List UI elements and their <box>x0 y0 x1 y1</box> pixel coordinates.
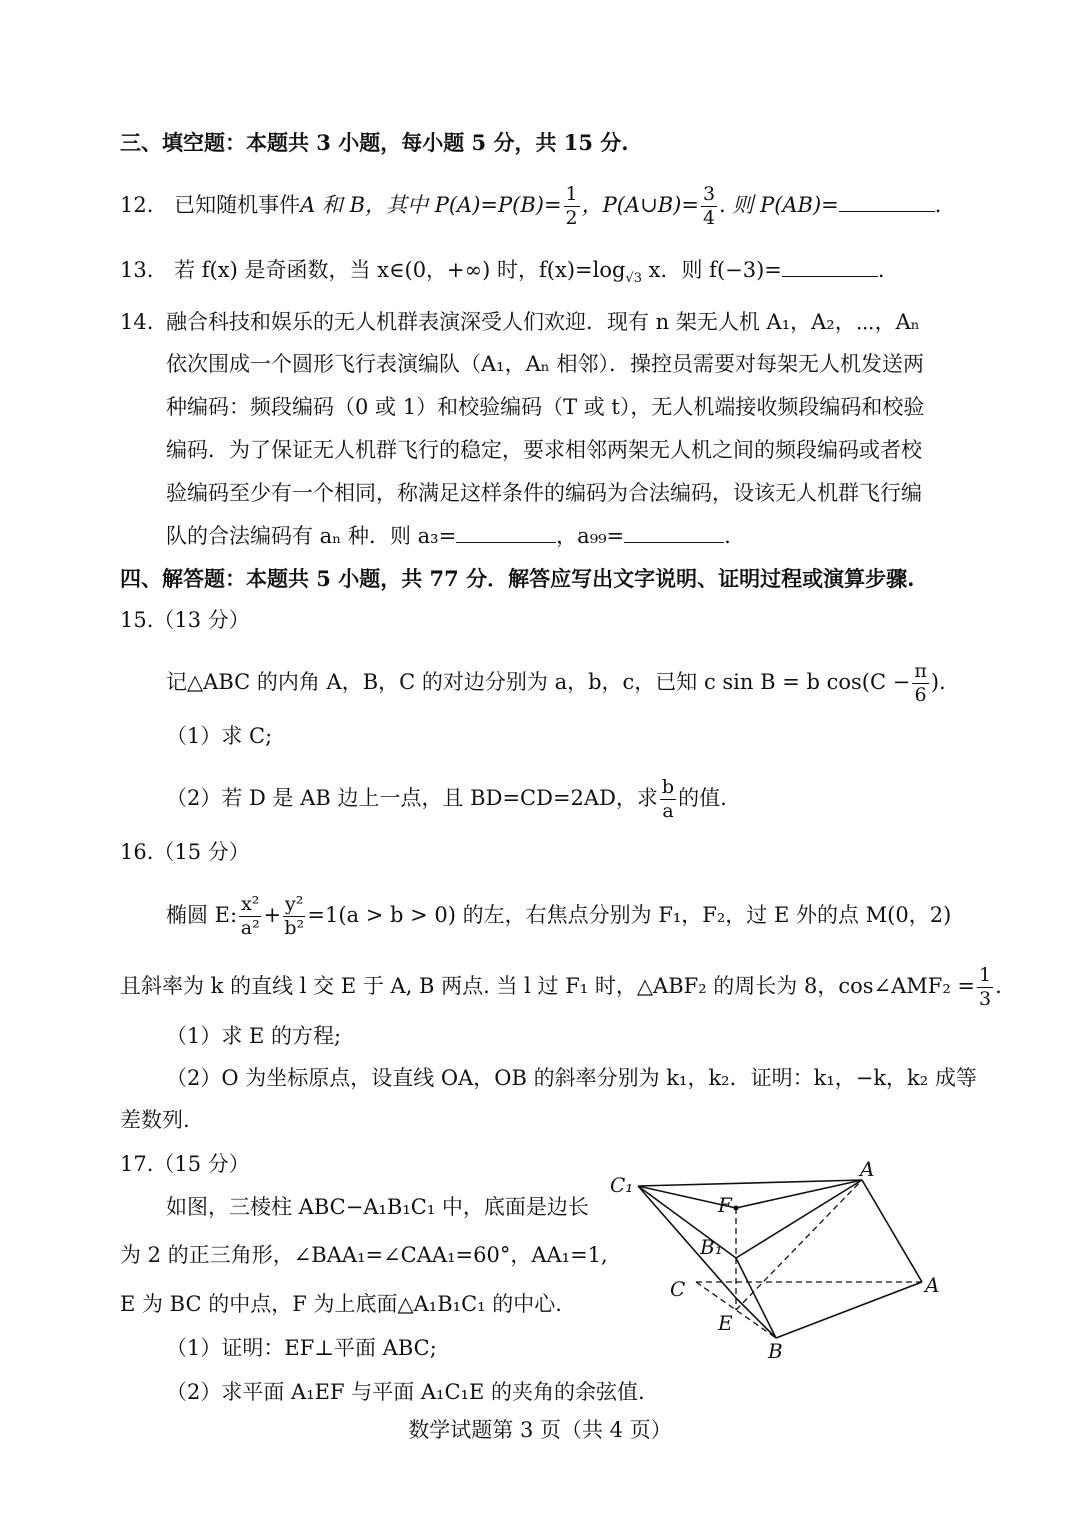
q16-plus: + <box>263 903 282 927</box>
q16-x-fraction: $\frac{\text{x²}}{\text{a²}}$ <box>240 893 260 939</box>
q16-stem <box>166 895 951 938</box>
question-12 <box>120 185 941 228</box>
q16-part-2-cont: 差数列. <box>120 1108 190 1132</box>
section3-heading: 三、填空题：本题共 3 小题，每小题 5 分，共 15 分. <box>120 130 629 155</box>
q17-part-2: （2）求平面 A₁EF 与平面 A₁C₁E 的夹角的余弦值. <box>166 1380 645 1404</box>
q13-number: 13. <box>120 258 154 282</box>
q15-stem-a: 记△ABC 的内角 A，B，C 的对边分别为 a，b，c，已知 c sin B = b cos(C − <box>166 670 911 694</box>
q15-part-1: （1）求 C; <box>166 724 273 748</box>
q17-part-1: （1）证明：EF⊥平面 ABC; <box>166 1336 437 1360</box>
q14-end: . <box>724 524 731 548</box>
page-footer: 数学试题第 3 页（共 4 页） <box>408 1418 672 1442</box>
q14-number: 14. <box>120 310 154 334</box>
q12-text-b: A 和 B，其中 P(A)=P(B)= <box>300 193 562 217</box>
q17-line-2: 为 2 的正三角形，∠BAA₁=∠CAA₁=60°，AA₁=1, <box>120 1243 608 1267</box>
q13-answer-blank[interactable] <box>782 258 878 277</box>
q13-text: 若 f(x) 是奇函数，当 x∈(0，+∞) 时，f(x)=log <box>174 258 626 282</box>
q15-header: 15.（13 分） <box>120 608 250 632</box>
q16-line-2 <box>120 966 1002 1009</box>
q16-stem-a: 椭圆 E: <box>166 903 238 927</box>
question-13 <box>120 258 885 287</box>
q14-blank-a3[interactable] <box>456 524 556 543</box>
q16-line2-a: 且斜率为 k 的直线 l 交 E 于 A, B 两点. 当 l 过 F₁ 时，△ABF₂ 的周长为 8，cos∠AMF₂ = <box>120 974 976 998</box>
prism-edges <box>638 1180 922 1338</box>
q12-fraction-2: $\frac{3}{4}$ <box>702 183 716 229</box>
label-c: C <box>670 1277 686 1301</box>
q16-line2-end: . <box>995 974 1002 998</box>
q15-stem <box>166 662 946 705</box>
q16-part-2: （2）O 为坐标原点，设直线 OA，OB 的斜率分别为 k₁，k₂．证明：k₁，−k，k₂ 成等 <box>166 1066 977 1090</box>
q12-number: 12. <box>120 193 154 217</box>
q14-last-b: ，a₉₉= <box>556 524 625 548</box>
q12-text-d: . 则 P(AB)= <box>719 193 839 217</box>
q15-stem-b: ). <box>930 670 946 694</box>
q12-end: . <box>934 193 942 217</box>
section4-heading: 四、解答题：本题共 5 小题，共 77 分．解答应写出文字说明、证明过程或演算步骤. <box>120 566 915 591</box>
q15-part-2 <box>166 778 727 821</box>
prism-figure <box>600 1150 960 1370</box>
q13-log-base: √3 <box>625 271 642 287</box>
q14-blank-a99[interactable] <box>624 524 724 543</box>
q14-line-3: 种编码：频段编码（0 或 1）和校验编码（T 或 t），无人机端接收频段编码和校验 <box>166 395 925 419</box>
q16-part-1: （1）求 E 的方程; <box>166 1024 342 1048</box>
label-a: A <box>925 1273 940 1297</box>
label-e: E <box>718 1311 733 1335</box>
point-f-dot <box>734 1206 739 1211</box>
label-b: B <box>768 1339 783 1363</box>
q12-text-a: 已知随机事件 <box>174 193 301 217</box>
q14-line-5: 验编码至少有一个相同，称满足这样条件的编码为合法编码，设该无人机群飞行编 <box>166 481 922 505</box>
q15-part2-b: 的值. <box>678 786 727 810</box>
q16-y-fraction: $\frac{\text{y²}}{\text{b²}}$ <box>284 893 305 939</box>
q16-stem-b: =1(a > b > 0) 的左，右焦点分别为 F₁，F₂，过 E 外的点 M(0，2) <box>307 903 952 927</box>
label-c1: C₁ <box>610 1173 634 1197</box>
q17-header: 17.（15 分） <box>120 1152 250 1176</box>
label-b1: B₁ <box>700 1235 723 1259</box>
q14-line-1: 融合科技和娱乐的无人机群表演深受人们欢迎．现有 n 架无人机 A₁，A₂，⋯，Aₙ <box>166 310 920 334</box>
q12-answer-blank[interactable] <box>839 193 935 212</box>
q14-line-4: 编码．为了保证无人机群飞行的稳定，要求相邻两架无人机之间的频段编码或者校 <box>166 438 922 462</box>
q16-cos-fraction: $\frac{1}{3}$ <box>979 964 992 1010</box>
q15-pi-fraction: $\frac{\pi}{6}$ <box>914 660 927 706</box>
q15-part2-a: （2）若 D 是 AB 边上一点，且 BD=CD=2AD，求 <box>166 786 658 810</box>
label-f: F <box>718 1193 732 1217</box>
label-a1: A <box>860 1157 875 1181</box>
q17-line-3: E 为 BC 的中点，F 为上底面△A₁B₁C₁ 的中心. <box>120 1292 562 1316</box>
q14-line-2: 依次围成一个圆形飞行表演编队（A₁，Aₙ 相邻）．操控员需要对每架无人机发送两 <box>166 352 925 376</box>
q17-line-1: 如图，三棱柱 ABC−A₁B₁C₁ 中，底面是边长 <box>166 1195 589 1219</box>
q13-text-b: x．则 f(−3)= <box>641 258 782 282</box>
q15-ba-fraction: $\frac{b}{a}$ <box>661 776 675 822</box>
q14-last-a: 队的合法编码有 aₙ 种．则 a₃= <box>166 524 457 548</box>
q14-line-6 <box>166 524 731 549</box>
q13-end: . <box>877 258 885 282</box>
q16-header: 16.（15 分） <box>120 840 250 864</box>
q12-fraction-1: $\frac{1}{2}$ <box>565 183 578 229</box>
q12-text-c: ，P(A∪B)= <box>581 193 699 217</box>
